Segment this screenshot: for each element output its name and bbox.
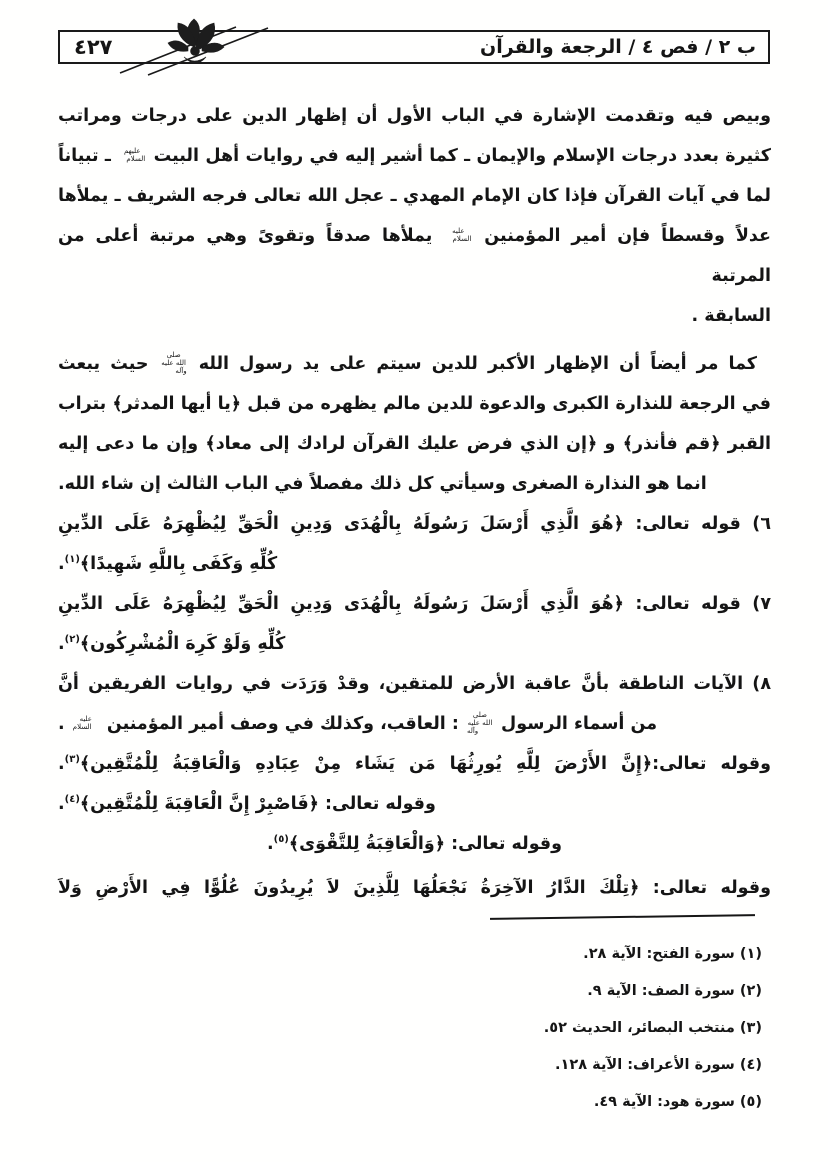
verse-segment: وقوله تعالى: ﴿فَاصْبِرْ إِنَّ الْعَاقِبَةَ لِلْمُتَّقِين﴾ (79, 794, 436, 814)
period: . (58, 634, 65, 654)
text-segment: كما مر أيضاً أن الإظهار الأكبر للدين سيتم على يد رسول الله (188, 354, 757, 374)
honorific-salla-allah: صلى الله عليه وآله (466, 711, 493, 735)
text-segment: يملأها صدقاً وتقوىً وهي مرتبة أعلى من المرتبة (58, 226, 771, 286)
verse-line: وقوله تعالى: ﴿تِلْكَ الدَّارُ الآخِرَةُ نَجْعَلُهَا لِلَّذِينَ لاَ يُرِيدُونَ عُلُوًّا فِي الأَرْضِ وَلاَ (58, 878, 771, 898)
text-segment: : العاقب، وكذلك في وصف أمير المؤمنين (100, 714, 465, 734)
footnote-ref-3: (٣) (64, 754, 80, 766)
verse-line (58, 744, 771, 784)
text-line: انما هو النذارة الصغرى وسيأتي كل ذلك مفصلاً في الباب الثالث إن شاء الله. (58, 474, 707, 494)
footnote-1: (١) سورة الفتح: الآية ٢٨. (583, 946, 762, 962)
text-line: في الرجعة للنذارة الكبرى والدعوة للدين مالم يظهره من قبل ﴿يا أيها المدثر﴾ بتراب (58, 394, 771, 414)
footnote-5: (٥) سورة هود: الآية ٤٩. (593, 1094, 762, 1110)
list-item-7 (58, 584, 771, 664)
text-line (58, 704, 771, 744)
footnote-ref-2: (٢) (64, 634, 80, 646)
verse-segment: كُلِّهِ وَكَفَى بِاللَّهِ شَهِيدًا﴾ (79, 554, 278, 574)
footnote-ref-4: (٤) (64, 794, 80, 806)
text-line: القبر ﴿قم فأنذر﴾ و ﴿إن الذي فرض عليك القرآن لرادك إلى معاد﴾ وإن ما دعى إليه (58, 434, 771, 454)
text-line: ٨) الآيات الناطقة بأنَّ عاقبة الأرض للمتقين، وقدْ وَرَدَت في روايات الفريقين أنَّ (58, 674, 771, 694)
quote-3 (58, 744, 771, 784)
footnote-4: (٤) سورة الأعراف: الآية ١٢٨. (555, 1057, 762, 1073)
honorific-alayhis-salam: عليه السلام (72, 715, 92, 731)
verse-segment: كُلِّهِ وَلَوْ كَرِهَ الْمُشْرِكُون﴾ (79, 634, 286, 654)
quote-6 (58, 868, 771, 908)
honorific-salla-allah: صلى الله عليه وآله (161, 351, 187, 375)
verse-line (58, 824, 771, 864)
verse-line (58, 544, 771, 584)
paragraph-2 (58, 344, 771, 504)
text-line: السابقة . (691, 306, 771, 326)
footnote-2: (٢) سورة الصف: الآية ٩. (587, 983, 762, 999)
page-number: ٤٢٧ (74, 35, 113, 59)
period: . (266, 834, 274, 854)
quote-5 (58, 824, 771, 864)
footnote-3: (٣) منتخب البصائر، الحديث ٥٢. (543, 1020, 762, 1036)
text-line (58, 344, 771, 384)
text-line: لما في آيات القرآن فإذا كان الإمام المهدي ـ عجل الله تعالى فرجه الشريف ـ يملأها (58, 186, 771, 206)
text-line (58, 216, 771, 296)
footnote-separator (490, 914, 755, 920)
period: . (58, 794, 65, 814)
verse-segment: وقوله تعالى: ﴿وَالْعَاقِبَةُ لِلتَّقْوَى﴾ (288, 834, 563, 854)
verse-line (58, 784, 771, 824)
paragraph-1 (58, 96, 771, 336)
honorific-alayhis-salam: عليه السلام (452, 227, 472, 243)
period: . (58, 554, 65, 574)
period: . (58, 754, 65, 774)
verse-segment: وقوله تعالى:﴿إِنَّ الأَرْضَ لِلَّهِ يُورِثُهَا مَن يَشَاء مِنْ عِبَادِهِ وَالْعَاقِبَةُ لِلْمُتَّقِين﴾ (79, 754, 771, 774)
text-segment: حيث يبعث (58, 354, 159, 374)
text-segment: . (58, 714, 71, 734)
text-segment: من أسماء الرسول (494, 714, 658, 734)
text-segment: كثيرة بعدد درجات الإسلام والإيمان ـ كما أشير إليه في روايات أهل البيت (147, 146, 771, 166)
list-item-6 (58, 504, 771, 584)
footnote-ref-1: (١) (64, 554, 80, 566)
text-line (58, 136, 771, 176)
text-line: ٧) قوله تعالى: ﴿هُوَ الَّذِي أَرْسَلَ رَسُولَهُ بِالْهُدَى وَدِينِ الْحَقِّ لِيُظْهِرَهُ عَلَى الدِّينِ (58, 594, 771, 614)
floral-ornament-icon (118, 15, 278, 77)
chapter-breadcrumb: ب ٢ / فص ٤ / الرجعة والقرآن (480, 36, 756, 58)
footnotes-section (66, 936, 762, 1121)
text-line: ٦) قوله تعالى: ﴿هُوَ الَّذِي أَرْسَلَ رَسُولَهُ بِالْهُدَى وَدِينِ الْحَقِّ لِيُظْهِرَهُ عَلَى الدِّينِ (58, 514, 771, 534)
list-item-8 (58, 664, 771, 744)
verse-line (58, 624, 771, 664)
text-segment: عدلاً وقسطاً فإن أمير المؤمنين (473, 226, 771, 246)
footnote-ref-5: (٥) (273, 834, 289, 846)
page-body (58, 96, 771, 908)
text-line: وبيص فيه وتقدمت الإشارة في الباب الأول أن إظهار الدين على درجات ومراتب (58, 106, 771, 126)
honorific-ahl-albayt: عليهم السلام (124, 147, 146, 163)
quote-4 (58, 784, 771, 824)
page-header (58, 30, 770, 64)
text-segment: ـ تبياناً (58, 146, 118, 166)
